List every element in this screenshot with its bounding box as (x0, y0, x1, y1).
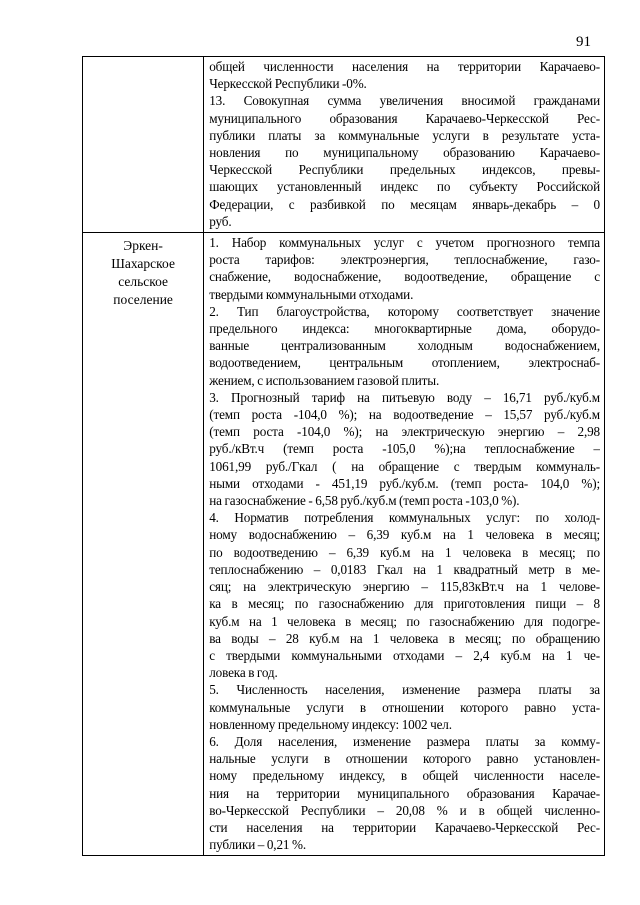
content-text-line: предельного индекса: многоквартирные дома, оборудо- (209, 321, 600, 337)
municipality-name-cell (83, 57, 204, 233)
page-number: 91 (576, 34, 591, 50)
content-text-line: роста тарифов: электроэнергия, теплоснабжение, газо- (209, 252, 600, 268)
content-text-line: куб.м на 1 человека в месяц; по газоснабжению для подогре- (209, 613, 600, 629)
content-text-line: 5. Численность населения, изменение размера платы за (209, 682, 600, 698)
content-text-line: ванные централизованным холодным водоснабжением, (209, 338, 600, 354)
content-text-line: сти населения на территории Карачаево-Черкесской Рес- (209, 819, 600, 835)
content-text-line: общей численности населения на территории Карачаево- (209, 59, 600, 74)
content-text-line: коммунальные услуги в отношении которого равно уста- (209, 699, 600, 715)
content-text-line: 13. Совокупная сумма увеличения вносимой гражданами (209, 93, 600, 109)
content-text-line: 4. Норматив потребления коммунальных услуг: по холод- (209, 510, 600, 526)
indicator-content-cell (204, 233, 605, 856)
content-text-line: Черкесской Республики -0%. (209, 76, 367, 92)
table-body (83, 57, 605, 856)
content-text-line: руб. (209, 213, 232, 229)
content-text-line: ному предельному индексу, в общей численности населе- (209, 768, 600, 784)
content-text-line: на газоснабжение - 6,58 руб./куб.м (темп роста -103,0 %). (209, 493, 520, 509)
content-text-line: новленному предельному индексу: 1002 чел. (209, 716, 452, 732)
content-text-line: 1. Набор коммунальных услуг с учетом прогнозного темпа (209, 235, 600, 251)
table-row (83, 233, 605, 856)
content-text-line: ными отходами - 451,19 руб./куб.м. (темп роста- 104,0 %); (209, 475, 600, 491)
content-text-line: ва воды – 28 куб.м на 1 человека в месяц; по обращению (209, 630, 600, 646)
content-text-line: (темп роста -104,0 %); на водоотведение – 15,57 руб./куб.м (209, 407, 600, 423)
content-text-line: Федерации, с разбивкой по месяцам январь-декабрь – 0 (209, 196, 600, 212)
content-text-line: жением, с использованием газовой плиты. (209, 372, 440, 388)
municipality-name-line: поселение (113, 292, 173, 308)
content-text-line: 2. Тип благоустройства, которому соответствует значение (209, 303, 600, 319)
content-text-line: нальные услуги в отношении которого равно установлен- (209, 751, 600, 767)
content-text-line: теплоснабжению – 0,0183 Гкал на 1 квадратный метр в ме- (209, 561, 600, 577)
content-text-line: руб./кВт.ч (темп роста -105,0 %);на теплоснабжение – (209, 441, 600, 457)
content-text-line: шающих установленный индекс по субъекту Российской (209, 179, 600, 195)
content-text-line: с твердыми коммунальными отходами – 2,4 куб.м на 1 че- (209, 647, 600, 663)
content-text-line: новления по муниципальному образованию Карачаево- (209, 145, 600, 161)
content-text-line: 1061,99 руб./Гкал ( на обращение с твердым коммуналь- (209, 458, 600, 474)
content-text-line: 3. Прогнозный тариф на питьевую воду – 16,71 руб./куб.м (209, 389, 600, 405)
content-text-line: (темп роста -104,0 %); на электрическую энергию – 2,98 (209, 424, 600, 440)
table-row (83, 57, 605, 233)
content-text-line: публики платы за коммунальные услуги в результате уста- (209, 127, 600, 143)
content-text-line: ловека в год. (209, 665, 278, 681)
content-text-line: твердыми коммунальными отходами. (209, 286, 414, 302)
content-text-line: во-Черкесской Республики – 20,08 % и в общей численно- (209, 802, 600, 818)
content-text-line: ния на территории муниципального образования Карачае- (209, 785, 600, 801)
indicator-content-cell (204, 57, 605, 233)
content-text-line: по водоотведению – 6,39 куб.м на 1 человека в месяц; по (209, 544, 600, 560)
content-text-line: муниципального образования Карачаево-Черкесской Рес- (209, 110, 600, 126)
municipality-name-line: сельское (118, 274, 169, 290)
content-text-line: ному водоснабжению – 6,39 куб.м на 1 человека в месяц; (209, 527, 600, 543)
content-text-line: Черкесской Республики предельных индексов, превы- (209, 162, 600, 178)
content-text-line: ка в месяц; по газоснабжению для приготовления пищи – 8 (209, 596, 600, 612)
municipality-name-cell (83, 233, 204, 856)
content-text-line: водоотведением, центральным отоплением, электроснаб- (209, 355, 600, 371)
content-text-line: публики – 0,21 %. (209, 837, 306, 853)
municipality-name-line: Шахарское (111, 256, 175, 272)
content-text-line: 6. Доля населения, изменение размера платы за комму- (209, 733, 600, 749)
municipality-name-line: Эркен- (123, 238, 163, 254)
content-text-line: снабжение, водоснабжение, водоотведение, обращение с (209, 269, 600, 285)
municipality-indices-table (82, 56, 605, 856)
content-text-line: сяц; на электрическую энергию – 115,83кВт.ч на 1 челове- (209, 579, 600, 595)
